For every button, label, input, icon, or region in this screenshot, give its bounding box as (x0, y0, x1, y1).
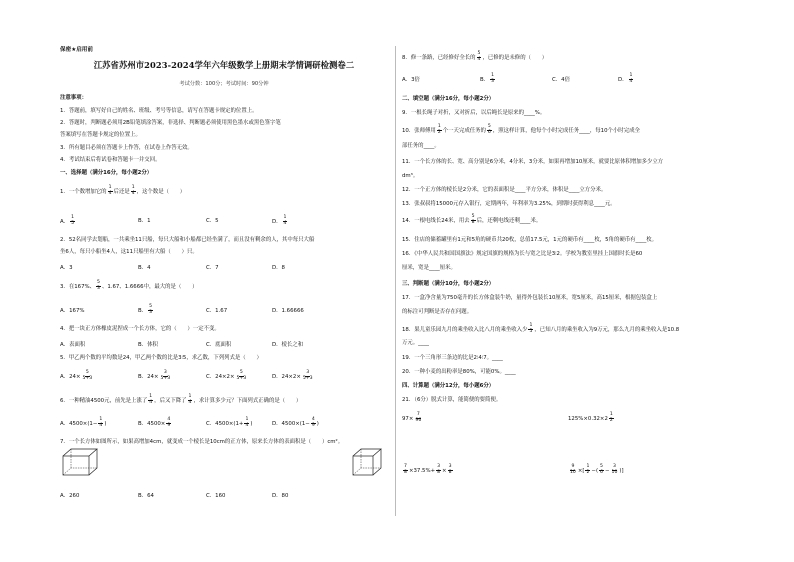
calc-4-f4-n: 3 (612, 464, 616, 469)
q1-frac-d: 4 (108, 190, 112, 196)
q2-option-c[interactable]: C．7 (206, 265, 219, 271)
calc-4: $\frac{9}{10}$ ×[ $\frac{1}{2}$ −( $\frac{5}{6}$ − $\frac{3}{10}$ )] (570, 464, 624, 475)
calc-2 (568, 413, 615, 424)
q6-opt-d-label: D．4500×(1− (272, 420, 310, 427)
exam-info: 考试分数：100分；考试时间：90分钟 (179, 81, 269, 87)
q3-frac (96, 281, 101, 292)
q8-frac-d: 4 (477, 56, 481, 62)
q5-opt-d-frac (302, 371, 314, 382)
q1-option-c[interactable]: C．5 (206, 218, 219, 224)
q3-opt-b-frac (148, 305, 153, 316)
calc-1-d: 96 (415, 417, 422, 423)
section-1-heading: 一、选择题（满分16分，每小题2分） (60, 170, 153, 176)
q6-opt-d-d: 9 (311, 422, 315, 428)
q7-option-d[interactable]: D．80 (272, 493, 289, 499)
q18-line2: 万元。____ (402, 340, 429, 346)
q1-frac-n: 1 (108, 185, 112, 190)
q14-frac (471, 215, 476, 226)
q6-opt-a-d: 4 (99, 422, 103, 428)
section-4-heading: 四、计算题（满分12分，每小题6分） (402, 383, 495, 389)
q2-line2: 坐6人，每只小船坐4人，这11只船里有大船（ ）只。 (60, 249, 198, 255)
q18-stem (402, 324, 679, 335)
calc-4-f2-d: 2 (586, 469, 590, 475)
notes-heading: 注意事项： (60, 95, 87, 101)
q11-stem: 11．一个长方体的长、宽、高分别是6分米，4分米，3分米，如果再增加10厘米，就要比原体积增加多少立方 (402, 159, 664, 165)
q17-line1: 17．一盒净含量为750毫升的长方体盒装牛奶，量得外包装长10厘米，宽5厘米，高15厘米，根据包装盒上 (402, 295, 658, 301)
note-4: 4．考试结束后将试卷和答题卡一并交回。 (60, 157, 161, 163)
q13-stem: 13．张叔叔将15000元存入银行，定期两年，年利率为3.25%，到期时获得利息____元。 (402, 201, 616, 207)
q4-option-b[interactable]: B．体积 (138, 342, 158, 348)
q6-opt-c-n: 1 (245, 417, 249, 422)
q8-text-a: 8．修一条路，已经修好全长的 (402, 54, 476, 61)
calc-3-text-b: × (442, 467, 447, 474)
q10-frac-n: 1 (437, 124, 441, 129)
q8-opt-b-frac (490, 74, 495, 85)
q4-option-a[interactable]: A．表面积 (60, 342, 86, 348)
calc-3-frac2 (436, 465, 441, 476)
q6-option-b[interactable] (138, 418, 172, 429)
q8-opt-d-label: D． (618, 76, 628, 83)
q20-stem: 20．一种小麦的出粉率是80%，可能0%。____ (402, 369, 516, 375)
q1-stem (60, 186, 185, 197)
calc-3-f2-n: 3 (437, 464, 441, 469)
q8-option-a[interactable]: A．3倍 (402, 77, 420, 83)
q5-opt-c-n: 5 (239, 370, 243, 375)
calc-2-n: 1 (609, 412, 613, 417)
q6-opt-a-n: 1 (99, 417, 103, 422)
q6-option-d[interactable]: D．4500×(1− $\frac{4}{9}$ ) (272, 417, 319, 428)
q5-opt-b-frac (159, 371, 171, 382)
q6-opt-c-d: 4 (245, 422, 249, 428)
q5-opt-b-n: 3 (163, 370, 167, 375)
q6-opt-b-frac (166, 418, 171, 429)
q3-option-b[interactable] (138, 305, 154, 316)
q5-opt-a-n: 5 (85, 370, 89, 375)
q10-frac-d: 2 (437, 129, 441, 135)
q6-opt-d-n: 4 (311, 417, 315, 422)
q1-opt-a-d: 5 (71, 220, 75, 226)
calc-4-frac2 (585, 465, 590, 476)
q10-frac2-d: 6 (487, 129, 491, 135)
q2-option-a[interactable]: A．3 (60, 265, 73, 271)
q10-frac2 (487, 125, 492, 136)
q2-option-b[interactable]: B．4 (138, 265, 151, 271)
q5-opt-a-frac (81, 371, 93, 382)
q6-opt-a-frac (98, 418, 103, 429)
q18-frac (528, 324, 533, 335)
q6-text-c: ，求计算多少元？下面列式正确的是（ ） (193, 397, 302, 404)
q6-text-b: ，后又下降了 (154, 397, 187, 404)
q1-opt-a-n: 1 (71, 215, 75, 220)
q5-opt-a-d: 5+3 (82, 375, 93, 381)
q1-text-c: ，这个数是（ ） (136, 188, 186, 195)
q6-opt-a-label: A．4500×(1− (60, 420, 98, 427)
q16-line2: 厘米，宽是____厘米。 (402, 265, 456, 271)
calc-4-text: −( (591, 467, 599, 474)
q6-opt-d-frac (311, 418, 316, 429)
q5-opt-a-label: A．24× (60, 373, 81, 380)
q1-text-b: 后还是 (113, 188, 130, 195)
q7-option-b[interactable]: B．64 (138, 493, 154, 499)
note-2: 2．答题时，判断题必须用2B铅笔填涂答案，非选择、判断题必须使用黑色墨水或黑色签字笔 (60, 120, 281, 126)
q2-option-d[interactable]: D．8 (272, 265, 285, 271)
q1-option-a[interactable] (60, 216, 76, 227)
calc-3-f3-n: 3 (448, 464, 452, 469)
q8-opt-b-d: 3 (491, 78, 495, 84)
q3-option-c[interactable]: C．1.67 (206, 308, 228, 314)
q17-line2: 的标注可判断是否存在问题。 (402, 309, 473, 315)
q14-frac-n: 5 (471, 214, 475, 219)
q3-text-b: 、1.67、1.6666中，最大的是（ ） (101, 283, 198, 290)
q1-frac (108, 186, 113, 197)
q12-stem: 12．一个正方体的棱长是2分米，它的表面积是____平方分米，体积是____立方分米。 (402, 187, 607, 193)
calc-3-f1-d: 8 (404, 469, 407, 475)
q3-opt-b-d: 3 (149, 309, 153, 315)
q6-opt-b-label: B．4500× (138, 420, 166, 427)
q1-frac2 (131, 186, 136, 197)
q18-frac-d: 5 (529, 328, 533, 334)
calc-3 (402, 465, 454, 476)
q10-frac2-n: 5 (487, 124, 491, 129)
q6-frac-n: 1 (149, 394, 153, 399)
q7-option-a[interactable]: A．260 (60, 493, 80, 499)
calc-4-f2-n: 1 (586, 464, 590, 469)
note-1: 1．答题前，填写好自己的姓名、班级、考号等信息，请写在答题卡规定的位置上。 (60, 108, 258, 114)
calc-3-frac1 (403, 465, 408, 476)
q3-text-a: 3．在167%、 (60, 283, 96, 290)
calc-2-text: 125%×0.32×2 (568, 415, 608, 422)
q7-option-c[interactable]: C．160 (206, 493, 226, 499)
calc-2-frac (609, 413, 614, 424)
q10-frac (437, 125, 442, 136)
calc-3-f3-d: 8 (448, 469, 452, 475)
q10-text-c: ，照这样计算，他每个小时完成任务____，每10个小时完成全 (492, 127, 640, 134)
q7-stem: 7．一个长方体如图所示，如果高增加4cm，就变成一个棱长是10cm的正方体，原来长方体的表面积是（ ）cm²。 (60, 439, 344, 445)
q1-opt-d-frac (283, 216, 288, 227)
q6-option-c[interactable]: C．4500×(1+ $\frac{1}{4}$ ) (206, 417, 253, 428)
q5-opt-b-label: B．24× (138, 373, 159, 380)
q10-line2: 部任务的____。 (402, 143, 440, 149)
q16-line1: 16．《中华人民共和国国旗法》规定国旗的规格为长与宽之比是3∶2。学校为教室里挂上国旗时长是60 (402, 251, 643, 257)
calc-1-frac (414, 413, 422, 424)
q3-option-d[interactable]: D．1.66666 (272, 308, 304, 314)
q1-frac2-n: 1 (131, 185, 135, 190)
q14-text-a: 14．一根电线长24米，用去 (402, 217, 470, 224)
q4-option-d[interactable]: D．棱长之和 (272, 342, 304, 348)
calc-1-text: 97× (402, 415, 414, 422)
q8-option-b[interactable] (480, 74, 496, 85)
q5-opt-d-label: D．24×2× (272, 373, 301, 380)
q6-text-a: 6．一种精油4500元，前先是上涨了 (60, 397, 148, 404)
calc-4-f3-d: 6 (600, 469, 603, 475)
q5-opt-d-d: 5+3 (302, 375, 313, 381)
q6-frac2 (188, 395, 193, 406)
q5-option-b[interactable] (138, 371, 172, 382)
q3-option-a[interactable]: A．167% (60, 308, 85, 314)
q3-stem (60, 281, 198, 292)
q19-stem: 19．一个三角形三条边的比是2∶4∶7。____ (402, 355, 503, 361)
q18-text-a: 18．果儿童乐园九月的乘坐收入比八月的乘坐收入少 (402, 326, 528, 333)
q8-frac-n: 5 (477, 51, 481, 56)
q6-frac2-n: 1 (188, 394, 192, 399)
q1-frac2-d: 4 (131, 190, 135, 196)
calc-3-f2-d: 8 (437, 469, 441, 475)
q8-stem (402, 52, 547, 63)
q2-line1: 2．52名同学去划船，一共乘坐11只船，每只大船和小船都已经坐满了，而且没有剩余的人，其中每只大船 (60, 237, 315, 243)
calc-3-frac3 (448, 465, 453, 476)
calc-1 (402, 413, 423, 424)
q3-frac-d: 3 (97, 285, 100, 291)
q6-stem (60, 395, 301, 406)
q5-opt-c-label: C．24×2× (206, 373, 235, 380)
q8-option-c[interactable]: C．4倍 (552, 77, 570, 83)
calc-4-frac4 (611, 465, 619, 476)
q5-opt-c-frac (235, 371, 247, 382)
q9-stem: 9．一根长绳子对折，又对折后，以后绳长是原来的____%。 (402, 110, 546, 116)
q8-opt-b-n: 1 (491, 73, 495, 78)
q6-frac-d: 4 (149, 399, 153, 405)
q1-opt-a-label: A． (60, 218, 70, 225)
calc-4-f1-d: 10 (570, 469, 576, 475)
calc-4-f4-d: 10 (611, 469, 618, 475)
q3-frac-n: 5 (97, 280, 100, 285)
q11-unit: dm³。 (402, 173, 419, 179)
calc-4-frac3 (599, 465, 604, 476)
calc-4-frac1 (569, 465, 577, 476)
q6-opt-b-d: 9 (167, 422, 171, 428)
column-divider (395, 46, 396, 516)
q14-frac-d: 8 (471, 219, 475, 225)
section-3-heading: 三、判断题（满分10分，每小题2分） (402, 281, 495, 287)
calc-2-d: 2 (609, 417, 613, 423)
q6-opt-c-label: C．4500×(1+ (206, 420, 244, 427)
q6-frac2-d: 4 (188, 399, 192, 405)
calc-1-n: 7 (416, 412, 420, 417)
q1-opt-a-frac (70, 216, 75, 227)
q8-text-b: ，已修的是未修的（ ） (482, 54, 548, 61)
q18-frac-n: 1 (529, 323, 533, 328)
note-2b: 答案填写在答题卡规定的位置上。 (60, 132, 141, 138)
q8-opt-d-frac (629, 74, 634, 85)
q8-option-d[interactable] (618, 74, 634, 85)
q1-text-a: 1．一个数增加它的 (60, 188, 107, 195)
q5-opt-b-d: 5+3 (160, 375, 171, 381)
q5-opt-c-d: 5+3 (236, 375, 247, 381)
q4-option-c[interactable]: C．底面积 (206, 342, 232, 348)
q10-stem (402, 125, 640, 136)
q10-text-b: 个一天完成任务的 (442, 127, 486, 134)
q6-opt-b-n: 4 (167, 417, 171, 422)
q8-opt-b-label: B． (480, 76, 490, 83)
q6-option-a[interactable]: A．4500×(1− $\frac{1}{4}$ ) (60, 417, 107, 428)
q5-stem: 5．甲乙两个数的平均数是24，甲乙两个数的比是3∶5，求乙数，下列列式是（ ） (60, 355, 262, 361)
exam-title: 江苏省苏州市2023-2024学年六年级数学上册期末学情调研检测卷二 (93, 60, 355, 70)
q1-opt-d-d: 4 (283, 220, 287, 226)
q14-text-b: 后，还剩电线还剩____米。 (476, 217, 542, 224)
q5-option-a[interactable] (60, 371, 94, 382)
calc-3-text-a: ×37.5%+ (408, 467, 436, 474)
q10-text-a: 10．张师傅用 (402, 127, 436, 134)
q3-opt-b-label: B． (138, 307, 148, 314)
calc-4-f3-n: 5 (600, 464, 603, 469)
section-2-heading: 二、填空题（满分16分，每小题2分） (402, 96, 495, 102)
q5-option-c[interactable] (206, 371, 248, 382)
q1-option-b[interactable]: B．1 (138, 218, 151, 224)
q1-opt-d-n: 1 (283, 215, 287, 220)
q1-option-d[interactable] (272, 216, 288, 227)
q1-opt-d-label: D． (272, 218, 282, 225)
calc-4-f1-n: 9 (571, 464, 575, 469)
q14-stem (402, 215, 541, 226)
q8-opt-d-n: 1 (629, 73, 633, 78)
q6-frac (148, 395, 153, 406)
q15-stem: 15．住店的储蓄罐里有1元和5角的硬币共20枚，总值17.5元，1元的硬币有____枚，5角的硬币有____枚。 (402, 237, 658, 243)
q4-stem: 4．把一块正方体橡皮泥捏成一个长方体，它的（ ）一定不变。 (60, 326, 220, 332)
q6-opt-c-frac (244, 418, 249, 429)
q21-stem: 21．（6分）脱式计算，能简便的要简便。 (402, 397, 502, 403)
calc-3-f1-n: 7 (404, 464, 407, 469)
calc-4-text-m: ×[ (577, 467, 585, 474)
cuboid-figure (62, 447, 98, 477)
note-3: 3．所有题目必须在答题卡上作答，在试卷上作答无效。 (60, 145, 193, 151)
q5-option-d[interactable] (272, 371, 315, 382)
q5-opt-d-n: 3 (306, 370, 310, 375)
q8-opt-d-d: 4 (629, 78, 633, 84)
cube-figure (352, 447, 388, 477)
calc-4-text-e: )] (619, 467, 624, 474)
q18-text-b: ，已知八月的乘坐收入为9万元，那么九月的乘坐收入是10.8 (534, 326, 680, 333)
secret-label: 保密★启用前 (60, 47, 93, 53)
q3-opt-b-n: 5 (149, 304, 153, 309)
q8-frac (477, 52, 482, 63)
